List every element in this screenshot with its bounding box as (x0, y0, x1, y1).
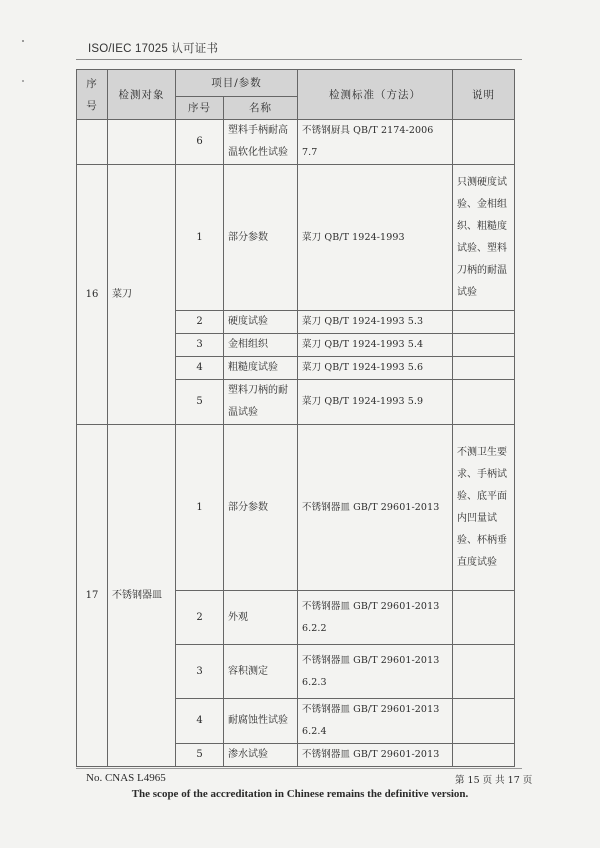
header-item-seq: 序号 (176, 97, 224, 120)
seq-cell (77, 120, 108, 165)
standard-cell: 不锈钢器皿 GB/T 29601-2013 6.2.2 (298, 591, 453, 645)
object-cell: 不锈钢器皿 (108, 425, 176, 767)
remark-cell (453, 591, 515, 645)
header-seq: 序号 (77, 70, 108, 120)
item-seq-cell: 4 (176, 357, 224, 380)
standard-cell: 菜刀 QB/T 1924-1993 5.6 (298, 357, 453, 380)
seq-cell: 16 (77, 165, 108, 425)
item-name-cell: 粗糙度试验 (224, 357, 298, 380)
item-seq-cell: 4 (176, 699, 224, 744)
header-divider (76, 59, 522, 60)
remark-cell (453, 311, 515, 334)
standard-cell: 不锈钢器皿 GB/T 29601-2013 (298, 744, 453, 767)
item-name-cell: 部分参数 (224, 165, 298, 311)
item-seq-cell: 2 (176, 591, 224, 645)
page-header-title: ISO/IEC 17025 认可证书 (88, 43, 219, 55)
standard-cell: 菜刀 QB/T 1924-1993 (298, 165, 453, 311)
header-remark: 说明 (453, 70, 515, 120)
standard-cell: 菜刀 QB/T 1924-1993 5.9 (298, 380, 453, 425)
item-seq-cell: 1 (176, 165, 224, 311)
item-name-cell: 塑料刀柄的耐温试验 (224, 380, 298, 425)
seq-cell: 17 (77, 425, 108, 767)
remark-cell (453, 334, 515, 357)
standard-cell: 菜刀 QB/T 1924-1993 5.4 (298, 334, 453, 357)
standard-cell: 不锈钢器皿 GB/T 29601-2013 6.2.3 (298, 645, 453, 699)
item-seq-cell: 2 (176, 311, 224, 334)
object-cell: 菜刀 (108, 165, 176, 425)
remark-cell (453, 380, 515, 425)
item-name-cell: 渗水试验 (224, 744, 298, 767)
item-name-cell: 容积测定 (224, 645, 298, 699)
remark-cell (453, 699, 515, 744)
remark-cell (453, 645, 515, 699)
item-name-cell: 耐腐蚀性试验 (224, 699, 298, 744)
item-seq-cell: 6 (176, 120, 224, 165)
remark-cell (453, 357, 515, 380)
item-name-cell: 外观 (224, 591, 298, 645)
footer-divider (76, 768, 522, 769)
item-name-cell: 塑料手柄耐高温软化性试验 (224, 120, 298, 165)
item-name-cell: 金相组织 (224, 334, 298, 357)
item-name-cell: 硬度试验 (224, 311, 298, 334)
item-seq-cell: 5 (176, 380, 224, 425)
item-seq-cell: 1 (176, 425, 224, 591)
header-item-name: 名称 (224, 97, 298, 120)
table-row (77, 120, 515, 165)
standard-cell: 菜刀 QB/T 1924-1993 5.3 (298, 311, 453, 334)
standard-cell: 不锈钢器皿 GB/T 29601-2013 6.2.4 (298, 699, 453, 744)
item-seq-cell: 3 (176, 645, 224, 699)
remark-cell (453, 744, 515, 767)
standard-cell: 不锈钢器皿 GB/T 29601-2013 (298, 425, 453, 591)
header-standard: 检测标准（方法） (298, 70, 453, 120)
item-seq-cell: 5 (176, 744, 224, 767)
accreditation-scope-table (76, 69, 515, 767)
remark-cell: 只测硬度试验、金相组织、粗糙度试验、塑料刀柄的耐温试验 (453, 165, 515, 311)
item-name-cell: 部分参数 (224, 425, 298, 591)
page-number: 第 15 页 共 17 页 (455, 775, 533, 786)
header-object: 检测对象 (108, 70, 176, 120)
cnas-number: No. CNAS L4965 (86, 772, 166, 784)
standard-cell: 不锈钢厨具 QB/T 2174-2006 7.7 (298, 120, 453, 165)
scope-disclaimer: The scope of the accreditation in Chinese remains the definitive version. (131, 788, 469, 800)
scan-mark (22, 80, 24, 82)
remark-cell: 不测卫生要求、手柄试验、底平面内凹量试验、杯柄垂直度试验 (453, 425, 515, 591)
table-row (77, 425, 515, 591)
object-cell (108, 120, 176, 165)
header-item-param: 项目/参数 (176, 70, 298, 97)
remark-cell (453, 120, 515, 165)
item-seq-cell: 3 (176, 334, 224, 357)
scan-mark (22, 40, 24, 42)
table-row (77, 165, 515, 311)
